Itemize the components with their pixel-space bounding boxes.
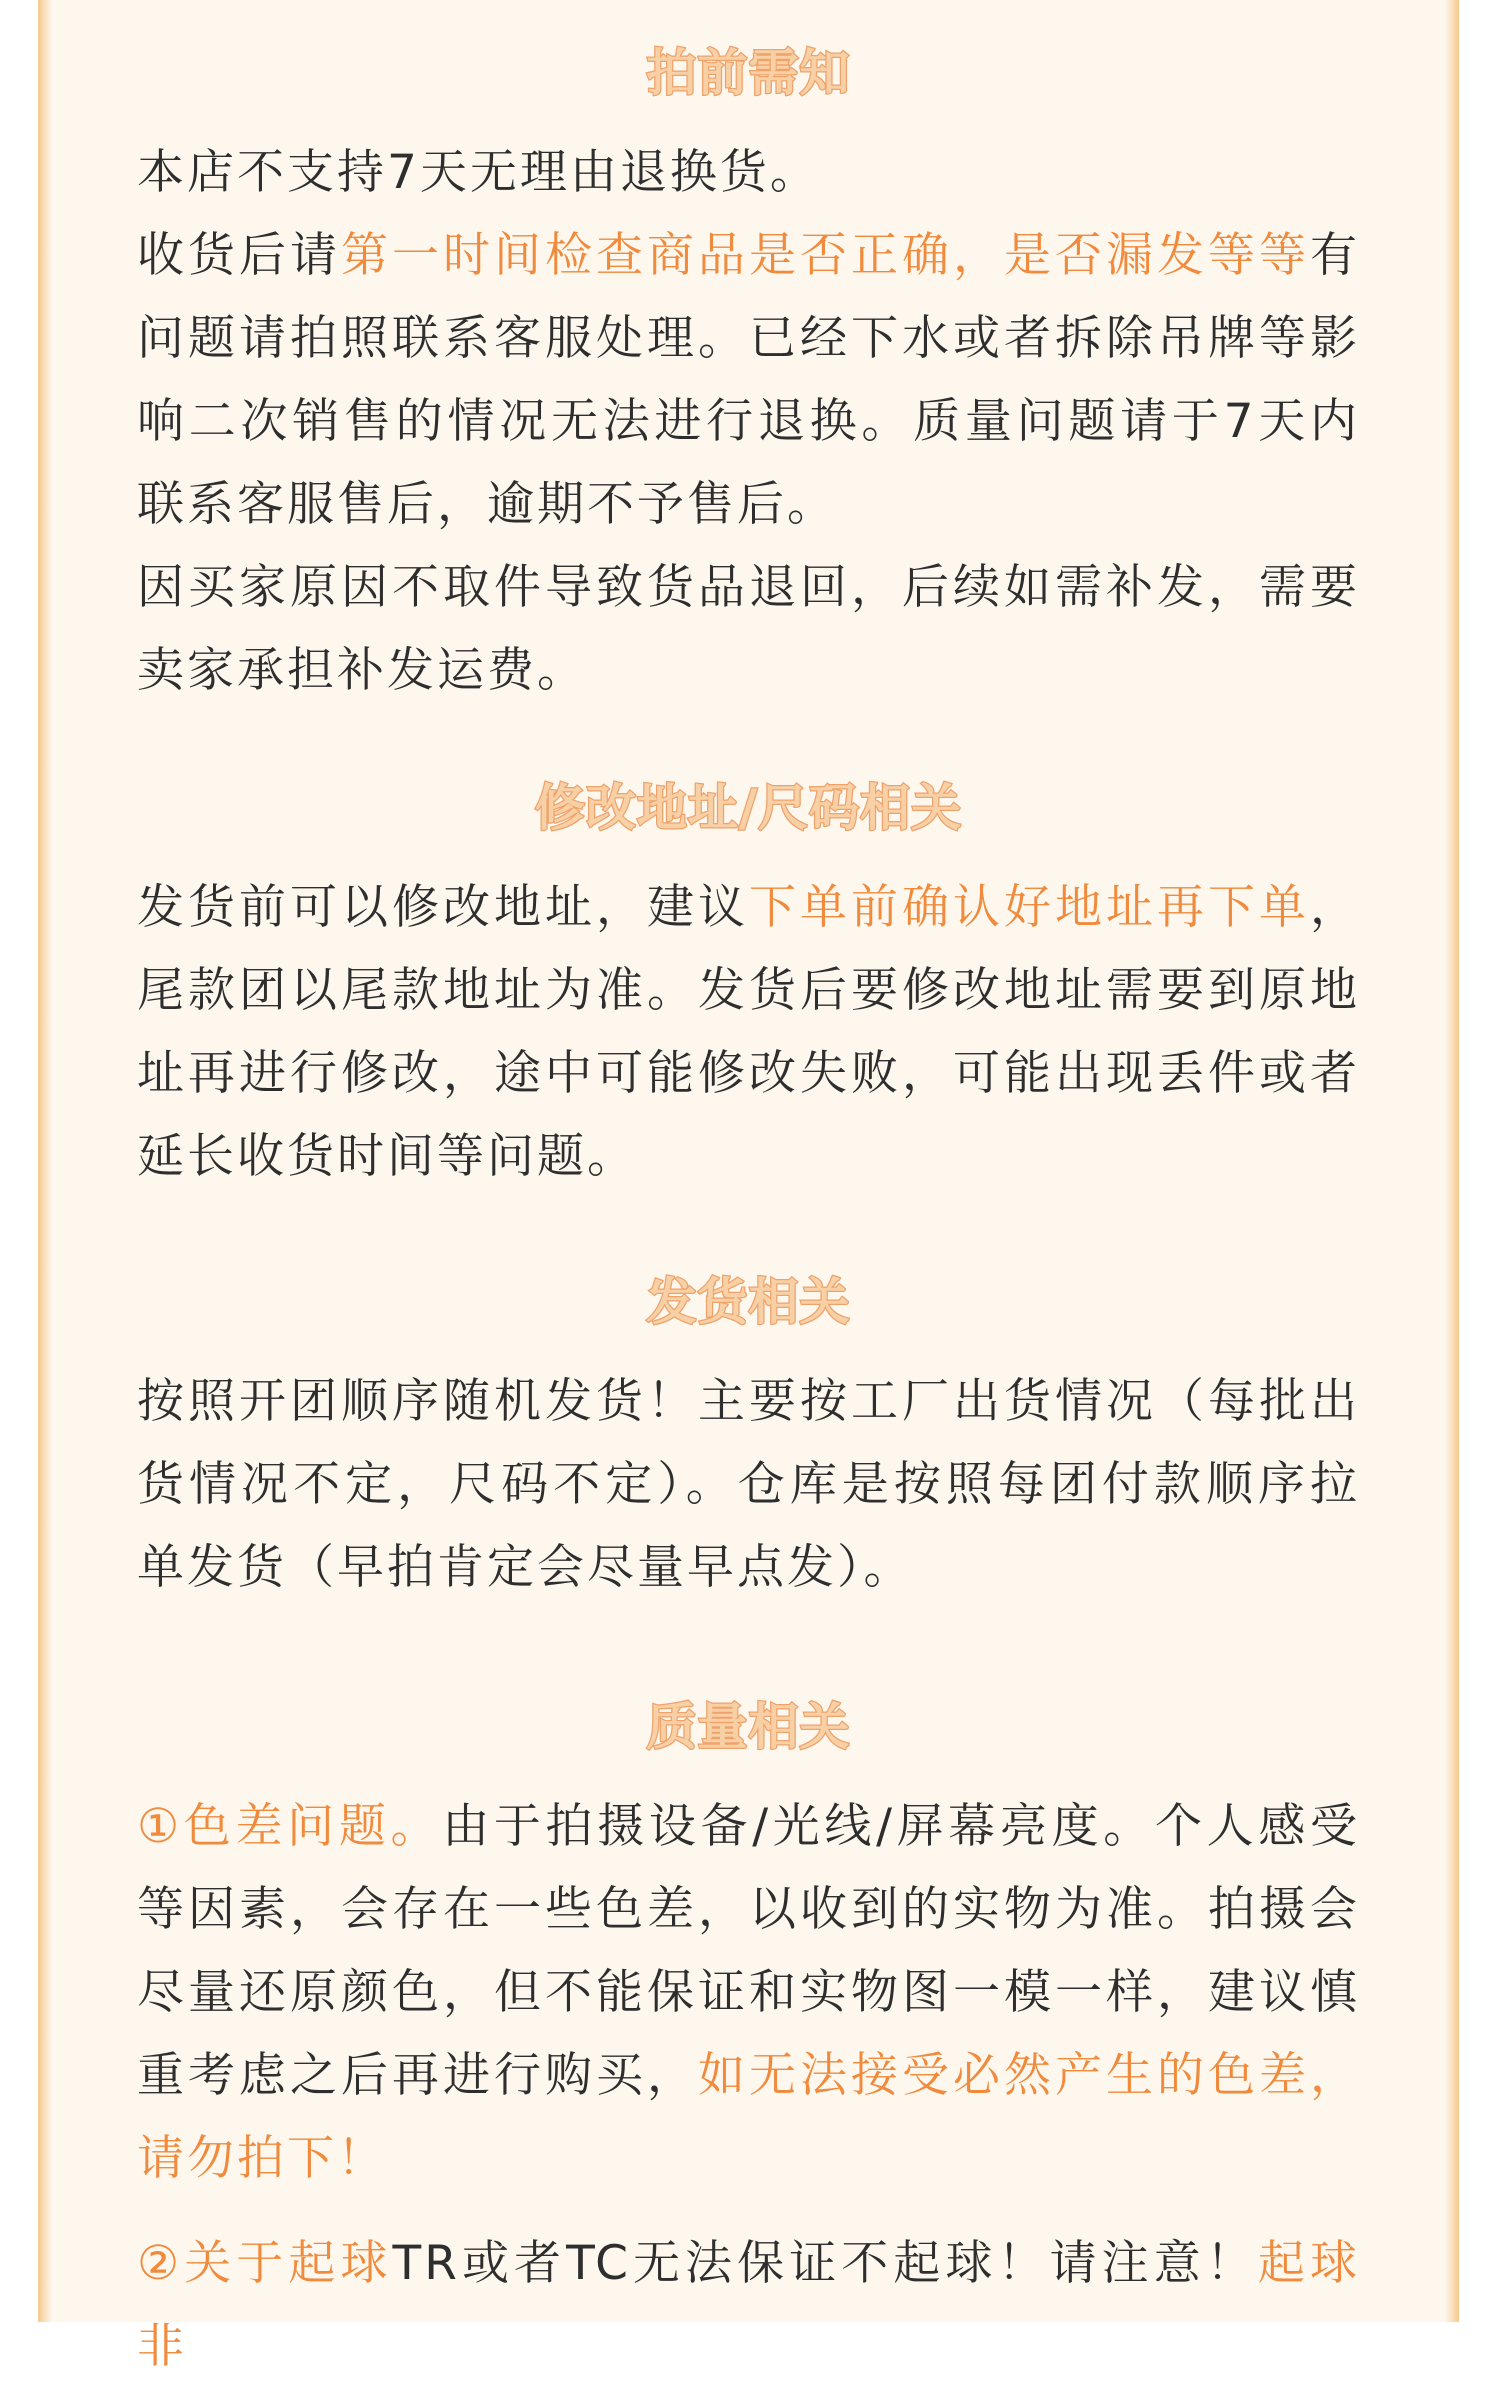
section-body	[137, 131, 1360, 712]
section-before-purchase	[137, 38, 1360, 712]
paragraph	[137, 1360, 1360, 1609]
section-body	[137, 866, 1360, 1198]
panel-right-border	[1445, 0, 1459, 2322]
section-body	[137, 1360, 1360, 1609]
text-run: 按照开团顺序随机发货！主要按工厂出货情况（每批出货情况不定，尺码不定）。仓库是按照每团付款顺序拉单发货（早拍肯定会尽量早点发）。	[137, 1374, 1360, 1595]
text-run: 收货后请	[137, 228, 341, 283]
section-body	[137, 1785, 1360, 2388]
paragraph	[137, 1785, 1360, 2200]
paragraph	[137, 546, 1360, 712]
text-run: ，尾款团以尾款地址为准。发货后要修改地址需要到原地址再进行修改，途中可能修改失败，可能出现丢件或者延长收货时间等问题。	[137, 880, 1360, 1184]
highlight-text: 第一时间检查商品是否正确，是否漏发等等	[341, 228, 1310, 283]
section-address-size	[137, 773, 1360, 1198]
section-heading: 拍前需知	[646, 44, 851, 102]
text-run: 发货前可以修改地址，建议	[137, 880, 749, 935]
section-heading: 修改地址/尺码相关	[534, 779, 963, 837]
section-heading: 发货相关	[646, 1273, 851, 1331]
text-run: 有问题请拍照联系客服处理。已经下水或者拆除吊牌等影响二次销售的情况无法进行退换。质量问题请于7天内联系客服售后，逾期不予售后。	[137, 228, 1360, 532]
paragraph	[137, 214, 1360, 546]
highlight-text: 下单前确认好地址再下单	[749, 880, 1310, 935]
text-run: 由于拍摄设备/光线/屏幕亮度。个人感受等因素，会存在一些色差，以收到的实物为准。拍摄会尽量还原颜色，但不能保证和实物图一模一样，建议慎重考虑之后再进行购买，	[137, 1799, 1360, 2103]
text-run: TR或者TC无法保证不起球！请注意！	[392, 2236, 1258, 2291]
highlight-text: 起球非	[137, 2236, 1360, 2374]
section-quality	[137, 1692, 1360, 2388]
text-run: 因买家原因不取件导致货品退回，后续如需补发，需要卖家承担补发运费。	[137, 560, 1360, 698]
paragraph	[137, 131, 1360, 214]
highlight-text: ②关于起球	[137, 2236, 393, 2291]
paragraph	[137, 2222, 1360, 2388]
section-heading: 质量相关	[646, 1698, 851, 1756]
highlight-text: 如无法接受必然产生的色差，请勿拍下！	[137, 2048, 1360, 2186]
panel-left-border	[38, 0, 52, 2322]
section-shipping	[137, 1267, 1360, 1609]
text-run: 本店不支持7天无理由退换货。	[137, 145, 820, 200]
paragraph	[137, 866, 1360, 1198]
highlight-text: ①色差问题。	[137, 1799, 443, 1854]
